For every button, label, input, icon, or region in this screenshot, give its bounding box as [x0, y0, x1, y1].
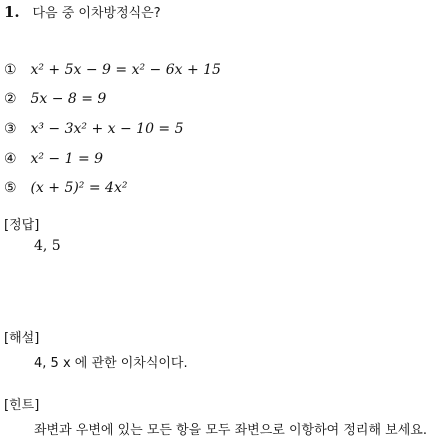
question-header	[4, 2, 161, 21]
explanation-text: 4, 5 x 에 관한 이차식이다.	[34, 356, 188, 371]
choice-5[interactable]	[4, 180, 127, 196]
question-number: 1.	[4, 3, 20, 21]
explanation-label: [해설]	[4, 331, 40, 346]
choice-equation: 5x − 8 = 9	[30, 91, 107, 107]
answer-value: 4, 5	[34, 238, 61, 254]
choice-marker: ④	[4, 151, 17, 167]
choice-equation: (x + 5)² = 4x²	[30, 180, 128, 196]
question-text: 다음 중 이차방정식은?	[32, 6, 161, 21]
choice-equation: x² + 5x − 9 = x² − 6x + 15	[30, 62, 221, 78]
choice-marker: ③	[4, 121, 17, 137]
choice-marker: ①	[4, 62, 17, 78]
choice-2[interactable]	[4, 91, 106, 107]
answer-label: [정답]	[4, 218, 40, 233]
choice-equation: x² − 1 = 9	[30, 151, 104, 167]
hint-label: [힌트]	[4, 398, 40, 413]
choice-marker: ⑤	[4, 180, 17, 196]
choice-1[interactable]	[4, 62, 221, 78]
choice-marker: ②	[4, 91, 17, 107]
hint-text: 좌변과 우변에 있는 모든 항을 모두 좌변으로 이항하여 정리해 보세요.	[34, 423, 427, 438]
choice-4[interactable]	[4, 151, 103, 167]
choice-3[interactable]	[4, 121, 184, 137]
choice-equation: x³ − 3x² + x − 10 = 5	[30, 121, 184, 137]
